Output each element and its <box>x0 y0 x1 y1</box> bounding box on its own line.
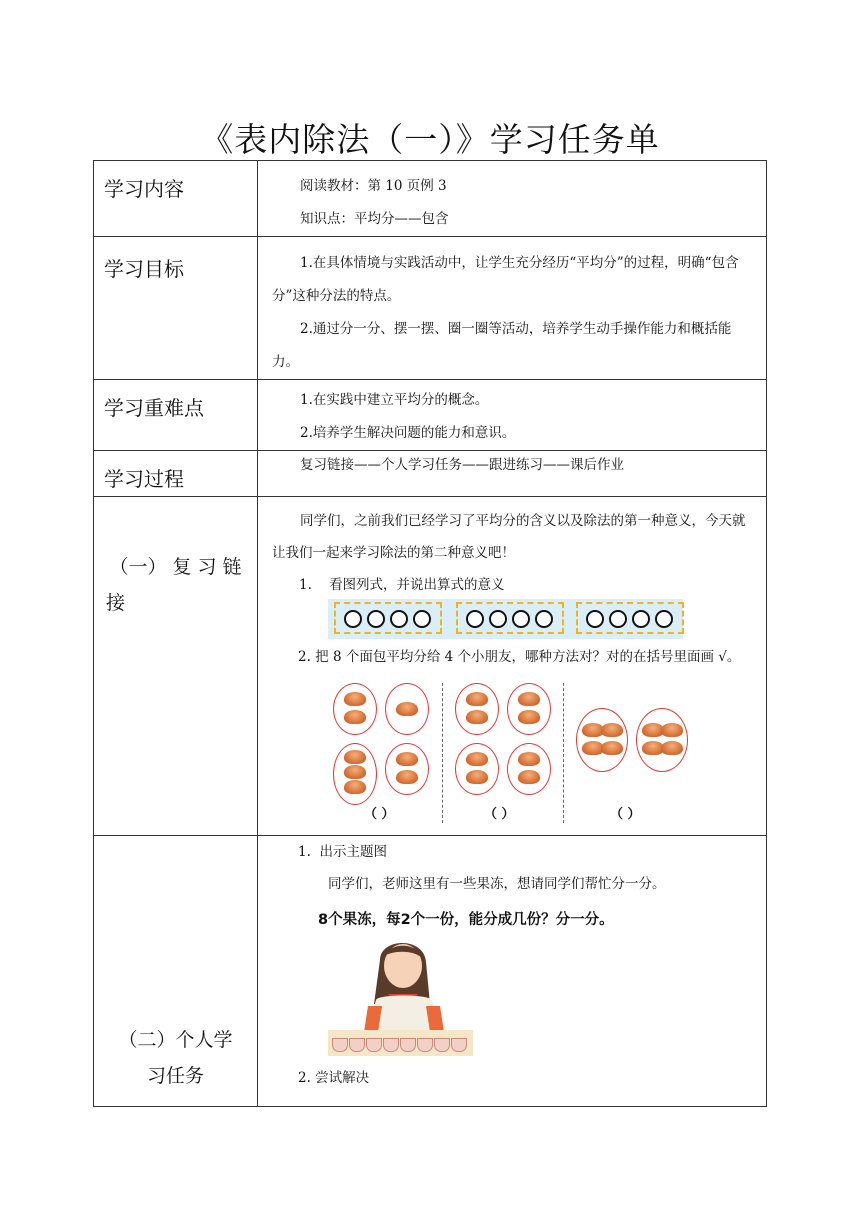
text-paragraph: 2.通过分一分、摆一摆、圈一圈等活动，培养学生动手操作能力和概括能力。 <box>272 321 732 370</box>
bread-icon <box>466 710 488 724</box>
text-paragraph: 同学们，之前我们已经学习了平均分的含义以及除法的第一种意义，今天就让我们一起来学习除法的第二种意义吧！ <box>272 513 746 561</box>
circle-icon <box>489 610 507 628</box>
row-label: （一） 复 习 链 <box>109 556 242 578</box>
circle-groups-figure <box>328 599 683 639</box>
label-cell <box>94 380 258 451</box>
circle-icon <box>344 610 362 628</box>
item-text: 出示主题图 <box>319 844 387 860</box>
circle-group <box>334 602 442 634</box>
jelly-icon <box>349 1038 365 1052</box>
circle-icon <box>632 610 650 628</box>
bread-icon <box>466 692 488 706</box>
question-number: 1. <box>299 577 312 593</box>
task-item-2: 2. 尝试解决 <box>298 1070 370 1086</box>
content-cell <box>258 836 767 1107</box>
row-label: 习任务 <box>146 1065 204 1087</box>
bread-icon <box>344 750 366 764</box>
task-item-1 <box>298 844 387 861</box>
problem-prompt: 8个果冻，每2个一份，能分成几份？分一分。 <box>318 912 614 928</box>
label-cell <box>94 451 258 497</box>
plate-icon <box>333 683 377 735</box>
bread-icon <box>518 710 540 724</box>
plate-icon <box>455 683 499 735</box>
plate-icon <box>507 683 551 735</box>
plate-icon <box>333 743 377 805</box>
plate-icon <box>576 708 628 772</box>
row-process <box>94 451 767 497</box>
row-task <box>94 836 767 1107</box>
text-paragraph: 1.在具体情境与实践活动中，让学生充分经历“平均分”的过程，明确“包含分”这种分法的特点。 <box>272 255 739 304</box>
row-label: 学习内容 <box>104 177 184 201</box>
question-text: 看图列式，并说出算式的意义 <box>329 577 505 593</box>
row-label: 接 <box>106 592 126 614</box>
text-line: 1.在实践中建立平均分的概念。 <box>300 392 489 408</box>
bread-icon <box>466 770 488 784</box>
bread-icon <box>344 780 366 794</box>
bread-icon <box>661 741 683 755</box>
row-label: 学习过程 <box>104 467 184 491</box>
jelly-row <box>330 1036 470 1054</box>
question-2: 2. 把 8 个面包平均分给 4 个小朋友，哪种方法对？对的在括号里面画 √。 <box>298 649 741 665</box>
jelly-icon <box>451 1038 467 1052</box>
divider <box>442 683 443 823</box>
jelly-icon <box>400 1038 416 1052</box>
row-label: 学习目标 <box>104 257 184 281</box>
row-label: （二）个人学 <box>118 1029 233 1051</box>
bread-icon <box>396 770 418 784</box>
content-cell <box>258 497 767 836</box>
circle-icon <box>466 610 484 628</box>
item-number: 1. <box>298 844 311 860</box>
plate-icon <box>385 683 429 735</box>
plate-icon <box>385 743 429 795</box>
jelly-icon <box>417 1038 433 1052</box>
label-cell <box>94 237 258 380</box>
text-line: 2.培养学生解决问题的能力和意识。 <box>300 425 516 441</box>
label-cell <box>94 836 258 1107</box>
content-cell <box>258 161 767 237</box>
content-cell <box>258 451 767 497</box>
bread-icon <box>344 765 366 779</box>
plate-icon <box>636 708 688 772</box>
question-1 <box>272 569 758 601</box>
plate-icon <box>507 743 551 795</box>
jelly-icon <box>366 1038 382 1052</box>
circle-group <box>456 602 564 634</box>
circle-icon <box>586 610 604 628</box>
circle-group <box>576 602 684 634</box>
text-line: 阅读教材：第 10 页例 3 <box>300 178 447 194</box>
bread-icon <box>396 752 418 766</box>
row-review <box>94 497 767 836</box>
circle-icon <box>609 610 627 628</box>
circle-icon <box>413 610 431 628</box>
page-title: 《表内除法（一）》学习任务单 <box>200 120 660 159</box>
circle-icon <box>535 610 553 628</box>
answer-bracket[interactable]: （ ） <box>484 807 515 822</box>
jelly-icon <box>434 1038 450 1052</box>
jelly-icon <box>383 1038 399 1052</box>
bread-icon <box>396 702 418 716</box>
divider <box>563 683 564 823</box>
answer-bracket[interactable]: （ ） <box>610 807 641 822</box>
row-key <box>94 380 767 451</box>
label-cell <box>94 497 258 836</box>
bread-icon <box>518 770 540 784</box>
label-cell <box>94 161 258 237</box>
plate-icon <box>455 743 499 795</box>
circle-icon <box>367 610 385 628</box>
text-paragraph: 同学们，老师这里有一些果冻，想请同学们帮忙分一分。 <box>328 876 666 892</box>
answer-bracket[interactable]: （ ） <box>364 807 395 822</box>
content-cell <box>258 380 767 451</box>
row-goals <box>94 237 767 380</box>
bread-icon <box>518 752 540 766</box>
bread-icon <box>466 752 488 766</box>
row-label: 学习重难点 <box>104 396 204 420</box>
bread-icon <box>601 741 623 755</box>
jelly-icon <box>332 1038 348 1052</box>
bread-icon <box>661 723 683 737</box>
circle-icon <box>390 610 408 628</box>
bread-icon <box>518 692 540 706</box>
circle-icon <box>512 610 530 628</box>
text-line: 知识点：平均分——包含 <box>300 211 449 227</box>
bread-icon <box>344 692 366 706</box>
bread-icon <box>601 723 623 737</box>
text-line: 复习链接——个人学习任务——跟进练习——课后作业 <box>300 457 624 473</box>
content-cell <box>258 237 767 380</box>
bread-icon <box>344 710 366 724</box>
circle-icon <box>655 610 673 628</box>
row-content <box>94 161 767 237</box>
task-table <box>93 160 767 1107</box>
